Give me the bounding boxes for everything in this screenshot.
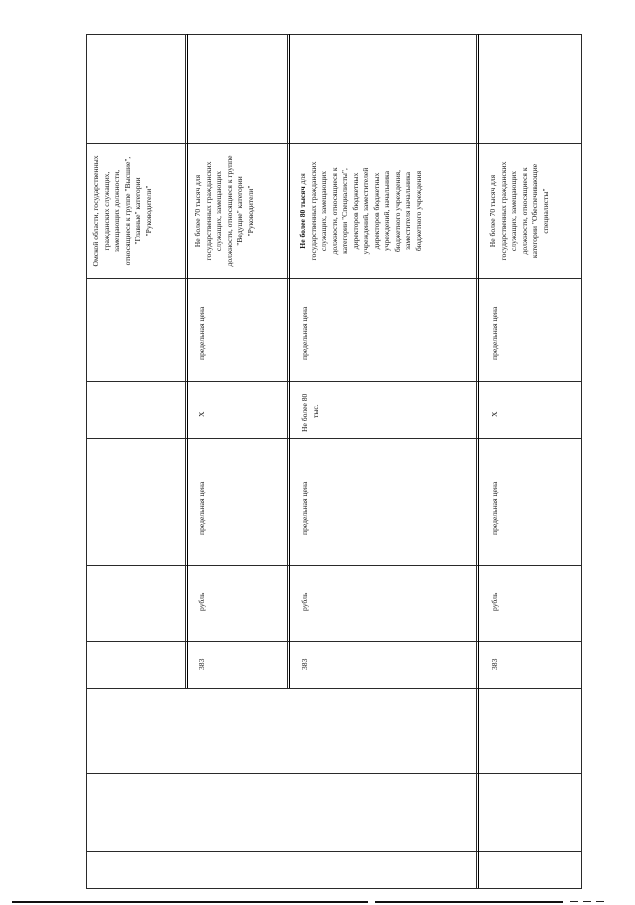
row4-code: 383 [490,658,499,670]
column-divider [187,34,188,688]
table-bottom-border [86,888,582,889]
footer-dash [570,901,578,902]
row3-price-type: предельная цена [300,306,309,360]
row-divider [86,438,582,439]
row-divider [86,641,582,642]
footer-dash [596,901,604,902]
row4-unit: рубль [490,592,499,611]
row3-code: 383 [300,658,309,670]
row-divider [86,851,582,852]
row-divider [86,773,582,774]
row4-limit-value: Х [490,411,499,417]
row2-limit-value: Х [197,411,206,417]
footer-dash [583,901,591,902]
row1-description: Омской области, государственных гражданских служащих, замещающих должности, относящиеся к группе "Высшие", "Главные" категории "Руководители" [91,155,153,267]
row2-price-type: предельная цена [197,306,206,360]
table-right-border [581,34,582,888]
footer-rule [375,901,563,903]
row2-code: 383 [197,658,206,670]
row2-description: Не более 70 тысяч для государственных гражданских служащих, замещающих должности, относящиеся к группе "Ведущие" категории "Руководители" [193,155,255,267]
column-divider [185,34,186,688]
footer-rule [12,901,368,903]
row3-price-type-2: предельная цена [300,481,309,535]
row3-limit-value: Не более 80 тыс. [300,393,320,432]
row3-unit: рубль [300,592,309,611]
row4-price-type: предельная цена [490,306,499,360]
row2-unit: рубль [197,592,206,611]
row4-description: Не более 70 тысяч для государственных гражданских служащих, замещающих должности, относящиеся к категории "Обеспечивающие специалисты" [488,161,550,261]
column-divider [287,34,288,688]
row-divider [86,143,582,144]
row-divider [86,381,582,382]
row-divider [86,278,582,279]
row-divider [86,688,582,689]
row4-price-type-2: предельная цена [490,481,499,535]
row-divider [86,565,582,566]
table-top-border [86,34,582,35]
column-divider [289,34,290,688]
table-left-border [86,34,87,888]
column-divider [476,34,477,888]
row2-price-type-2: предельная цена [197,481,206,535]
column-divider [478,34,479,888]
row3-description: Не более 80 тысяч для государственных гражданских служащих, замещающих должности, относящиеся к категории "Специалисты", директоров бюджетных учреждений, заместителей директоров бюджетных учреждений, начальника бюджетного учреждения, заместителя начальника бюджетного учреждения [298,161,423,261]
